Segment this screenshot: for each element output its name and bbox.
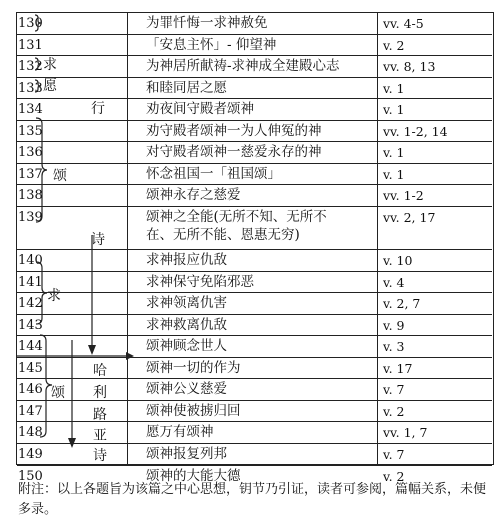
psalm-number: 150 [18,468,43,484]
key-verse: v. 3 [383,339,405,355]
psalm-theme: 求神报应仇敌 [146,252,227,269]
key-verse: vv. 1-2 [383,188,424,204]
key-verse: v. 1 [383,80,405,96]
key-verse: v. 9 [383,317,405,333]
brace-133 [35,80,41,92]
key-verse: vv. 8, 13 [383,59,436,75]
psalm-theme: 颂神公义慈爱 [146,381,227,398]
key-verse: v. 2, 7 [383,296,421,312]
psalm-theme: 劝守殿者颂神一为人伸冤的神 [146,122,322,139]
psalm-number: 149 [18,447,43,462]
psalm-number: 133 [18,80,43,96]
psalm-number: 130 [18,16,43,31]
arrow-head-145 [126,352,134,360]
key-verse: v. 2 [383,403,405,419]
psalm-theme: 和睦同居之愿 [146,79,227,96]
group-label-qiu-top: 求 [43,57,57,73]
psalm-theme: 颂神一切的作为 [146,359,241,376]
brace-141-143 [36,262,47,324]
psalm-number: 142 [18,296,43,312]
psalm-number: 132 [18,59,43,75]
key-verse: v. 7 [383,447,405,462]
key-verse: vv. 1, 7 [383,425,428,441]
group-label-song-mid: 颂 [53,168,67,184]
psalm-number: 134 [18,102,43,118]
psalm-theme: 对守殿者颂神一慈爱永存的神 [146,144,322,161]
psalm-theme: 劝夜间守殿者颂神 [146,101,254,118]
group-label-yuan: 愿 [43,78,57,94]
psalm-theme: 颂神的大能大德 [146,467,241,484]
footnote: 附注：以上各题旨为该篇之中心思想，钥节乃引证，读者可参阅，篇幅关系，未便多录。 [18,482,487,517]
key-verse: v. 1 [383,102,405,118]
psalm-theme: 颂神使被掳归回 [146,402,241,419]
psalm-number: 144 [18,339,43,355]
psalm-number: 147 [18,403,43,419]
psalm-number: 143 [18,317,43,333]
psalm-number: 139 [18,209,43,225]
key-verse: vv. 4-5 [383,16,424,31]
hallelujah-char-1: 哈 [93,363,107,379]
psalm-number: 136 [18,145,43,161]
psalm-number: 138 [18,188,43,204]
psalm-number: 148 [18,425,43,441]
key-verse: v. 1 [383,166,405,182]
psalm-theme: 颂神永存之慈爱 [146,187,241,204]
brace-135-139 [36,118,47,222]
psalm-number: 146 [18,382,43,398]
key-verse: v. 10 [383,253,413,269]
psalm-theme: 为罪忏悔一求神赦免 [146,15,268,31]
psalm-theme: 「安息主怀」- 仰望神 [146,36,277,53]
psalm-number: 140 [18,253,43,269]
arrow-head-shi [88,345,96,355]
psalm-number: 145 [18,360,43,376]
psalm-number: 135 [18,123,43,139]
psalm-theme: 愿万有颂神 [146,424,214,441]
psalm-number: 141 [18,274,43,290]
group-label-xing: 行 [91,101,105,117]
key-verse: v. 1 [383,145,405,161]
psalm-theme-continued: 在、无所不能、恩惠无穷) [146,226,300,243]
group-label-qiu-lower: 求 [47,288,61,304]
psalm-theme: 颂神报复列邦 [146,446,227,462]
group-label-song-lower: 颂 [51,385,65,401]
psalm-theme: 求神保守免陷邪恶 [146,273,254,290]
psalm-theme: 求神救离仇敌 [146,316,227,333]
brace-130 [35,15,41,31]
psalm-number: 137 [18,166,43,182]
psalm-number: 131 [18,37,43,53]
key-verse: v. 7 [383,382,405,398]
brace-145-150 [40,335,52,437]
brace-132 [35,58,41,70]
key-verse: v. 2 [383,468,405,484]
hallelujah-char-5: 诗 [93,448,107,464]
psalm-theme: 求神领离仇害 [146,295,227,312]
hallelujah-char-4: 亚 [93,428,107,444]
psalm-theme: 颂神顾念世人 [146,338,227,355]
group-label-shi: 诗 [91,232,105,248]
key-verse: vv. 1-2, 14 [383,123,448,139]
psalm-theme: 怀念祖国一「祖国颂」 [146,165,281,182]
key-verse: v. 2 [383,37,405,53]
arrow-head-hallelujah [68,438,76,448]
key-verse: vv. 2, 17 [383,209,436,225]
key-verse: v. 4 [383,274,405,290]
psalm-theme: 为神居所献祷-求神成全建殿心志 [146,58,340,75]
hallelujah-char-2: 利 [93,385,107,401]
psalm-theme: 颂神之全能(无所不知、无所不 [146,208,327,225]
hallelujah-char-3: 路 [93,407,107,423]
key-verse: v. 17 [383,360,413,376]
